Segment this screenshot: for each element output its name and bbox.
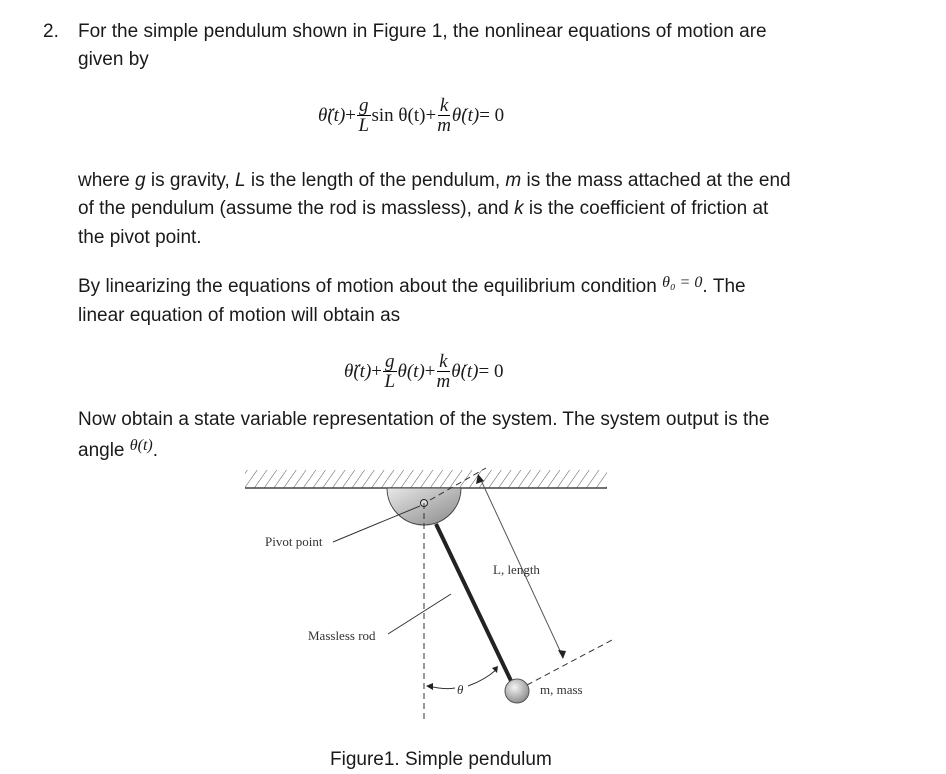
arrowhead-icon: [426, 683, 433, 690]
var: L: [235, 170, 246, 191]
where-line-3: the pivot point.: [78, 227, 202, 248]
eq-op: +: [371, 360, 382, 382]
label-length: L, length: [493, 562, 540, 577]
intro-line-1: For the simple pendulum shown in Figure 1, the nonlinear equations of motion are: [78, 21, 767, 42]
length-reference-bottom: [527, 640, 612, 685]
denominator: L: [358, 115, 370, 136]
numerator: g: [385, 351, 395, 372]
eq-op: +: [424, 360, 436, 382]
ceiling-hatch: [245, 470, 607, 488]
pendulum-mass: [505, 679, 529, 703]
var: g: [135, 170, 146, 191]
text: .: [152, 440, 159, 461]
eq-rhs: = 0: [479, 104, 505, 126]
text: is the mass attached at the end: [521, 170, 791, 191]
eq-term: θ̈(t): [318, 104, 346, 126]
label-massless-rod: Massless rod: [308, 628, 376, 643]
text: is the coefficient of friction at: [523, 198, 769, 219]
text: where: [78, 170, 136, 191]
massless-rod: [436, 524, 513, 685]
label-mass: m, mass: [540, 682, 583, 697]
var: k: [514, 198, 524, 219]
eq-rhs: = 0: [478, 360, 504, 382]
var: m: [505, 170, 522, 191]
numerator: g: [359, 95, 369, 116]
eq-term: θ̇(t): [451, 360, 479, 382]
denominator: m: [437, 115, 451, 136]
eq-term: θ̇(t): [451, 104, 480, 126]
figure-caption: Figure1. Simple pendulum: [330, 749, 552, 770]
equilibrium-condition: θ₀ = 0: [662, 274, 703, 291]
numerator: k: [439, 351, 448, 372]
state-line-1: Now obtain a state variable representation of the system. The system output is the: [78, 409, 770, 430]
text: of the pendulum (assume the rod is massless), and: [78, 198, 515, 219]
denominator: m: [436, 371, 451, 392]
numerator: k: [439, 95, 449, 116]
output-variable: θ(t): [129, 437, 153, 454]
text: angle: [78, 440, 125, 461]
label-theta: θ: [457, 682, 464, 697]
denominator: L: [384, 371, 396, 392]
eq-term: θ(t): [397, 360, 425, 382]
eq-op: +: [425, 104, 437, 126]
pivot-leader: [333, 506, 420, 542]
text: is the length of the pendulum,: [245, 170, 506, 191]
label-pivot-point: Pivot point: [265, 534, 323, 549]
eq-op: +: [345, 104, 356, 126]
linearize-line-2: linear equation of motion will obtain as: [78, 305, 401, 326]
intro-line-2: given by: [78, 49, 149, 70]
question-number: 2.: [43, 21, 59, 42]
eq-term: sin θ(t): [371, 104, 426, 126]
text: . The: [702, 276, 746, 297]
rod-leader: [388, 594, 451, 634]
arrowhead-icon: [558, 650, 566, 659]
text: By linearizing the equations of motion about the equilibrium condition: [78, 276, 657, 297]
text: is gravity,: [145, 170, 235, 191]
eq-term: θ̈(t): [344, 360, 372, 382]
